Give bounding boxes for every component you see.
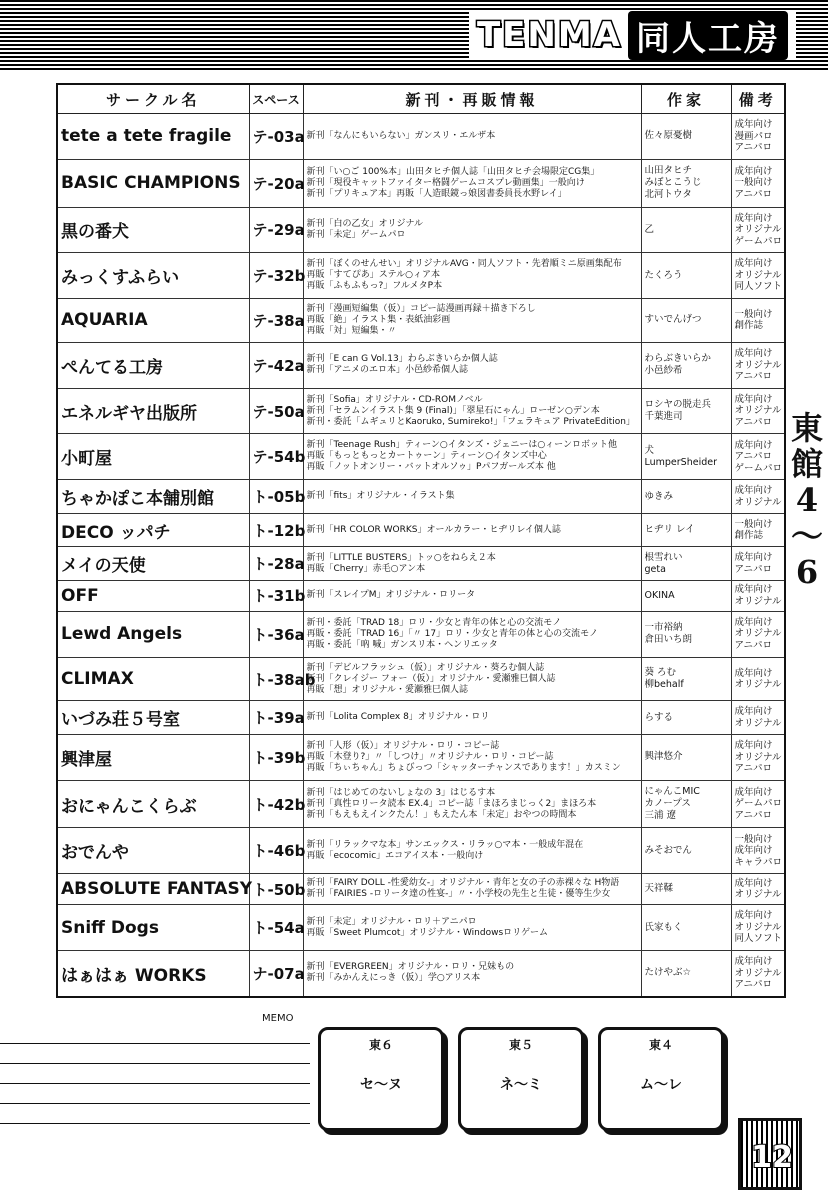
author-name: 小邑紗希 (644, 365, 683, 377)
release-line: 新刊「なんにもいらない」ガンスリ・エルザ本 (306, 130, 496, 141)
table-row (57, 905, 785, 951)
side-label-char: 〜 (790, 517, 823, 555)
circle-name: OFF (57, 580, 249, 611)
column-header-info: 新刊・再販情報 (303, 84, 641, 114)
space-code: テ-50a (249, 388, 303, 434)
release-info (303, 299, 641, 343)
table-row (57, 874, 785, 905)
hall-name: 東５ (508, 1038, 533, 1052)
note-tag: 成年向け (734, 616, 773, 628)
memo-label: MEMO (262, 1013, 294, 1024)
release-line: 新刊「リラックマな本」サンエックス・リラッ○マ本・一般成年混在 (306, 839, 584, 850)
author-name: 犬 (644, 444, 655, 456)
author-list (641, 905, 731, 951)
note-tag: オリジナル (734, 359, 782, 371)
column-header-notes: 備考 (731, 84, 785, 114)
note-tag: 成年向け (734, 706, 773, 718)
release-line: 再販「Cherry」赤毛○アン本 (306, 563, 426, 574)
circle-name: AQUARIA (57, 299, 249, 343)
author-name: 山田タヒチ (644, 165, 693, 177)
space-code: テ-54b (249, 434, 303, 480)
notes-list (731, 207, 785, 253)
space-code: ト-36a (249, 611, 303, 657)
memo-line (0, 1043, 310, 1044)
circle-name: みっくすふらい (57, 253, 249, 299)
header-title (469, 12, 796, 58)
release-line: 新刊「い○ご 100%本」山田タヒチ個人誌「山田タヒチ会場限定CG集」 (306, 166, 600, 177)
author-name: LumperSheider (644, 456, 717, 468)
side-label-char: 館 (790, 445, 823, 483)
note-tag: アニパロ (734, 451, 773, 463)
note-tag: ゲームパロ (734, 235, 783, 247)
note-tag: アニパロ (734, 763, 773, 775)
release-line: 再販「ノットオンリー・バットオルソゥ」Pパフガールズ本 他 (306, 462, 556, 473)
table-row (57, 828, 785, 874)
note-tag: アニパロ (734, 416, 773, 428)
circle-name: 興津屋 (57, 734, 249, 780)
memo-line (0, 1103, 310, 1104)
note-tag: オリジナル (734, 405, 782, 417)
note-tag: オリジナル (734, 967, 782, 979)
release-line: 新刊「デビルフラッシュ（仮）」オリジナル・葵ろむ個人誌 (306, 662, 545, 673)
author-name: geta (644, 563, 666, 575)
author-list (641, 828, 731, 874)
release-line: 新刊「はじめてのないしょなの 3」はじるす本 (306, 787, 496, 798)
memo-area (0, 1005, 828, 1200)
space-code: ト-28a (249, 547, 303, 581)
release-info (303, 701, 641, 735)
author-name: 柳behalf (644, 679, 684, 690)
brand-title: TENMA (476, 15, 622, 55)
note-tag: アニパロ (734, 639, 773, 651)
note-tag: 成年向け (734, 348, 773, 360)
note-tag: 一般向け (734, 177, 773, 189)
notes-list (731, 159, 785, 207)
release-line: 新刊「fits」オリジナル・イラスト集 (306, 491, 455, 502)
release-info (303, 547, 641, 581)
release-line: 新刊「現役キャットファイター格闘ゲームコスプレ動画集」一般向け (306, 177, 585, 188)
space-code: ト-42b (249, 780, 303, 828)
note-tag: 創作誌 (734, 320, 764, 332)
notes-list (731, 780, 785, 828)
note-tag: 成年向け (734, 786, 773, 798)
memo-line (0, 1063, 310, 1064)
space-code: テ-20a (249, 159, 303, 207)
circle-name: 小町屋 (57, 434, 249, 480)
space-code: テ-42a (249, 342, 303, 388)
release-line: 新刊「E can G Vol.13」わらぶきいらか個人誌 (306, 354, 498, 365)
note-tag: アニパロ (734, 188, 773, 200)
notes-list (731, 734, 785, 780)
circle-name: ぺんてる工房 (57, 342, 249, 388)
note-tag: 成年向け (734, 439, 773, 451)
memo-line (0, 1123, 310, 1124)
column-header-circle: サークル名 (57, 84, 249, 114)
memo-line (0, 1083, 310, 1084)
space-code: テ-29a (249, 207, 303, 253)
release-line: 再販「想」オリジナル・愛瀬雅巳個人誌 (306, 684, 469, 695)
author-name: 興津悠介 (644, 751, 683, 763)
note-tag: 成年向け (734, 119, 773, 131)
section-title: 同人工房 (628, 11, 788, 60)
notes-list (731, 701, 785, 735)
space-code: ト-54a (249, 905, 303, 951)
release-info (303, 513, 641, 547)
note-tag: 成年向け (734, 667, 773, 679)
note-tag: 成年向け (734, 552, 773, 564)
note-tag: 成年向け (734, 845, 773, 857)
author-list (641, 611, 731, 657)
space-code: ト-38ab (249, 657, 303, 701)
side-label-char: 東 (790, 409, 823, 447)
author-name: 北河トウタ (644, 189, 692, 201)
release-line: 新刊「アニメのエロ本」小邑紗希個人誌 (306, 365, 469, 376)
table-row (57, 434, 785, 480)
release-line: 新刊「もえもえインクたん！」もえたん本「未定」おやつの時間本 (306, 809, 577, 820)
release-line: 再販「Sweet Plumcot」オリジナル・Windowsロリゲーム (306, 927, 548, 938)
note-tag: 成年向け (734, 258, 773, 270)
notes-list (731, 828, 785, 874)
release-info (303, 905, 641, 951)
note-tag: オリジナル (734, 921, 782, 933)
author-name: みぼとこうじ (644, 177, 702, 189)
author-list (641, 207, 731, 253)
release-info (303, 611, 641, 657)
release-line: 新刊「セラムンイラスト集 9 (Final)」「翠星石にゃん」ローゼン○デン本 (306, 405, 600, 416)
note-tag: 成年向け (734, 584, 773, 596)
author-list (641, 342, 731, 388)
author-name: 千葉進司 (644, 411, 683, 423)
note-tag: アニパロ (734, 563, 773, 575)
note-tag: 成年向け (734, 165, 773, 177)
table-row (57, 114, 785, 160)
space-code: ト-31b (249, 580, 303, 611)
note-tag: 一般向け (734, 308, 773, 320)
circle-listing-table (56, 83, 786, 998)
table-row (57, 342, 785, 388)
release-line: 再販「木登り?」〃「しつけ」〃オリジナル・ロリ・コピー誌 (306, 751, 554, 762)
hall-range: ネ〜ミ (500, 1077, 542, 1093)
author-name: みそおでん (644, 844, 692, 856)
release-line: 新刊「人形（仮）」オリジナル・ロリ・コピー誌 (306, 740, 500, 751)
table-header-row (57, 84, 785, 114)
author-list (641, 159, 731, 207)
notes-list (731, 905, 785, 951)
note-tag: オリジナル (734, 595, 782, 607)
release-info (303, 657, 641, 701)
release-line: 新刊・委託「ムギュリとKaoruko, Sumireko!」「フェラキュア PrivateEdition」 (306, 416, 635, 427)
table-row (57, 388, 785, 434)
circle-name: メイの天使 (57, 547, 249, 581)
circle-name: おにゃんこくらぶ (57, 780, 249, 828)
release-info (303, 114, 641, 160)
circle-name: BASIC CHAMPIONS (57, 159, 249, 207)
release-info (303, 207, 641, 253)
release-line: 新刊「LITTLE BUSTERS」トッ○をねらえ２本 (306, 552, 496, 563)
space-code: テ-32b (249, 253, 303, 299)
author-list (641, 734, 731, 780)
author-name: 乙 (644, 223, 655, 235)
author-name: 三浦 遼 (644, 810, 677, 822)
table-row (57, 253, 785, 299)
author-name: 根雪れい (644, 551, 683, 563)
note-tag: 成年向け (734, 393, 773, 405)
release-info (303, 828, 641, 874)
note-tag: 創作誌 (734, 530, 764, 542)
release-line: 新刊「漫画短編集（仮）」コピー誌漫画再録＋描き下ろし (306, 303, 536, 314)
note-tag: ゲームパロ (734, 798, 783, 810)
notes-list (731, 874, 785, 905)
author-name: 倉田いち朗 (644, 634, 693, 646)
author-list (641, 547, 731, 581)
release-line: 再販「絶」イラスト集・表紙油彩画 (306, 314, 451, 325)
author-list (641, 253, 731, 299)
space-code: テ-38a (249, 299, 303, 343)
author-list (641, 701, 731, 735)
note-tag: ゲームパロ (734, 462, 783, 474)
author-name: カノープス (644, 798, 691, 810)
release-line: 新刊「未定」ゲームパロ (306, 229, 406, 240)
circle-name: tete a tete fragile (57, 114, 249, 160)
release-line: 新刊「未定」オリジナル・ロリ＋アニパロ (306, 916, 477, 927)
hall-range: ム〜レ (640, 1077, 682, 1093)
page-number: 12 (751, 1140, 793, 1175)
release-line: 再販「対」短編集・〃 (306, 325, 397, 336)
notes-list (731, 657, 785, 701)
release-line: 新刊「Teenage Rush」ティーン○イタンズ・ジェニーは○ィーンロボット他 (306, 440, 617, 451)
release-info (303, 388, 641, 434)
space-code: ト-05b (249, 480, 303, 514)
release-info (303, 874, 641, 905)
note-tag: 漫画パロ (734, 130, 773, 142)
table-row (57, 611, 785, 657)
release-line: 再販・委託「吶 喊」ガンスリ本・ヘンリエッタ (306, 639, 498, 650)
side-label-char: 4 (795, 481, 819, 519)
table-row (57, 480, 785, 514)
table-row (57, 950, 785, 997)
space-code: ナ-07a (249, 950, 303, 997)
hall-box-east6 (318, 1027, 444, 1131)
release-line: 新刊「プリキュア本」再販「人造眼鏡っ娘図書委員長水野レイ」 (306, 188, 567, 199)
notes-list (731, 299, 785, 343)
author-name: 葵 ろむ (644, 667, 677, 678)
notes-list (731, 114, 785, 160)
release-line: 再販・委託「TRAD 16」「〃 17」ロリ・少女と青年の体と心の交流モノ (306, 628, 599, 639)
author-list (641, 780, 731, 828)
release-line: 新刊「ぼくのせんせい」オリジナルAVG・同人ソフト・先着順ミニ原画集配布 (306, 259, 622, 270)
release-line: 再販「ふもふもっ?」フルメタP本 (306, 281, 443, 292)
author-name: 佐々原憂樹 (644, 130, 693, 142)
notes-list (731, 388, 785, 434)
release-line: 新刊「白の乙女」オリジナル (306, 218, 424, 229)
note-tag: 同人ソフト (734, 933, 783, 945)
space-code: ト-12b (249, 513, 303, 547)
table-row (57, 513, 785, 547)
author-name: ロシヤの脱走兵 (644, 399, 712, 411)
note-tag: 成年向け (734, 740, 773, 752)
author-list (641, 580, 731, 611)
circle-name: おでんや (57, 828, 249, 874)
table-row (57, 207, 785, 253)
table-row (57, 780, 785, 828)
author-name: たくろう (644, 269, 683, 281)
side-label-char: 6 (795, 553, 819, 591)
author-name: わらぶきいらか (644, 353, 712, 365)
circle-name: Sniff Dogs (57, 905, 249, 951)
release-info (303, 434, 641, 480)
hall-side-label (790, 410, 824, 590)
space-code: ト-39b (249, 734, 303, 780)
circle-name: いづみ荘５号室 (57, 701, 249, 735)
table-row (57, 734, 785, 780)
table-row (57, 701, 785, 735)
notes-list (731, 580, 785, 611)
author-list (641, 950, 731, 997)
author-name: OKINA (644, 589, 675, 601)
note-tag: アニパロ (734, 371, 773, 383)
release-info (303, 253, 641, 299)
release-line: 新刊「クレイジー フォー（仮）」オリジナル・愛瀬雅巳個人誌 (306, 673, 556, 684)
note-tag: 成年向け (734, 910, 773, 922)
release-info (303, 734, 641, 780)
table-row (57, 657, 785, 701)
notes-list (731, 480, 785, 514)
note-tag: アニパロ (734, 809, 773, 821)
circle-name: ABSOLUTE FANTASY (57, 874, 249, 905)
release-line: 新刊「FAIRY DOLL -性愛幼女-」オリジナル・青年と女の子の赤裸々な H物語 (306, 878, 620, 889)
author-name: 氏家もく (644, 921, 683, 933)
release-info (303, 480, 641, 514)
space-code: ト-39a (249, 701, 303, 735)
notes-list (731, 342, 785, 388)
release-line: 新刊「スレイプM」オリジナル・ロリータ (306, 590, 476, 601)
hall-range: セ〜ヌ (360, 1077, 402, 1093)
circle-name: エネルギヤ出版所 (57, 388, 249, 434)
release-line: 新刊「真性ロリータ読本 EX.4」コピー誌「まほろまじっく2」まほろ本 (306, 798, 597, 809)
author-name: らする (644, 711, 674, 723)
space-code: テ-03a (249, 114, 303, 160)
notes-list (731, 434, 785, 480)
table-body (57, 114, 785, 998)
note-tag: オリジナル (734, 496, 782, 508)
note-tag: オリジナル (734, 679, 782, 690)
note-tag: 成年向け (734, 485, 773, 497)
note-tag: 一般向け (734, 518, 773, 530)
author-list (641, 114, 731, 160)
notes-list (731, 611, 785, 657)
notes-list (731, 547, 785, 581)
circle-name: 黒の番犬 (57, 207, 249, 253)
release-line: 再販「ちぃちゃん」ちょびっつ「シャッターチャンスであります！」カスミン (306, 762, 621, 773)
release-info (303, 159, 641, 207)
note-tag: アニパロ (734, 979, 773, 991)
circle-name: ちゃかぽこ本舗別館 (57, 480, 249, 514)
hall-box-east4 (598, 1027, 724, 1131)
author-name: たけやぶ☆ (644, 967, 692, 979)
circle-name: DECO ッパチ (57, 513, 249, 547)
release-line: 新刊・委託「TRAD 18」ロリ・少女と青年の体と心の交流モノ (306, 617, 562, 628)
author-list (641, 513, 731, 547)
release-line: 再販「すてぴあ」ステル○ィア本 (306, 270, 440, 281)
release-line: 新刊「EVERGREEN」オリジナル・ロリ・兄妹もの (306, 962, 515, 973)
notes-list (731, 513, 785, 547)
author-list (641, 299, 731, 343)
release-info (303, 342, 641, 388)
hall-box-east5 (458, 1027, 584, 1131)
author-list (641, 657, 731, 701)
note-tag: 成年向け (734, 877, 773, 889)
note-tag: オリジナル (734, 628, 782, 640)
circle-name: はぁはぁ WORKS (57, 950, 249, 997)
author-name: ヒヂリ レイ (644, 524, 695, 536)
release-line: 再販「ecocomic」エコアイス本・一般向け (306, 850, 484, 861)
space-code: ト-46b (249, 828, 303, 874)
release-line: 新刊「HR COLOR WORKS」オールカラー・ヒヂリレイ個人誌 (306, 524, 561, 535)
author-name: 一市裕納 (644, 622, 683, 634)
notes-list (731, 253, 785, 299)
table-row (57, 580, 785, 611)
table-row (57, 159, 785, 207)
author-list (641, 874, 731, 905)
note-tag: 成年向け (734, 212, 773, 224)
note-tag: 同人ソフト (734, 281, 783, 293)
author-name: 天祥鞣 (644, 883, 674, 895)
circle-name: CLIMAX (57, 657, 249, 701)
note-tag: オリジナル (734, 717, 782, 729)
note-tag: 成年向け (734, 956, 773, 968)
release-line: 新刊「Sofia」オリジナル・CD-ROMノベル (306, 394, 483, 405)
note-tag: オリジナル (734, 889, 782, 901)
note-tag: 一般向け (734, 833, 773, 845)
note-tag: アニパロ (734, 142, 773, 154)
release-line: 新刊「FAIRIES -ロリータ達の性宴-」〃・小学校の先生と生徒・優等生少女 (306, 889, 611, 900)
author-name: にゃんこMIC (644, 786, 700, 798)
author-list (641, 434, 731, 480)
release-info (303, 580, 641, 611)
author-name: ゆきみ (644, 490, 674, 502)
note-tag: オリジナル (734, 269, 782, 281)
note-tag: オリジナル (734, 751, 782, 763)
space-code: ト-50b (249, 874, 303, 905)
release-info (303, 950, 641, 997)
author-name: すいでんげつ (644, 314, 702, 326)
release-line: 再販「もっともっとカートゥーン」ティーン○イタンズ中心 (306, 451, 547, 462)
author-list (641, 388, 731, 434)
release-line: 新刊「みかんえにっき（仮）」学○アリス本 (306, 973, 481, 984)
circle-name: Lewd Angels (57, 611, 249, 657)
table-row (57, 299, 785, 343)
hall-name: 東６ (368, 1038, 393, 1052)
note-tag: オリジナル (734, 224, 782, 236)
notes-list (731, 950, 785, 997)
column-header-author: 作家 (641, 84, 731, 114)
release-info (303, 780, 641, 828)
note-tag: キャラパロ (734, 856, 783, 868)
column-header-space: スペース (249, 84, 303, 114)
hall-name: 東４ (648, 1038, 673, 1052)
table-row (57, 547, 785, 581)
author-list (641, 480, 731, 514)
release-line: 新刊「Lolita Complex 8」オリジナル・ロリ (306, 712, 490, 723)
